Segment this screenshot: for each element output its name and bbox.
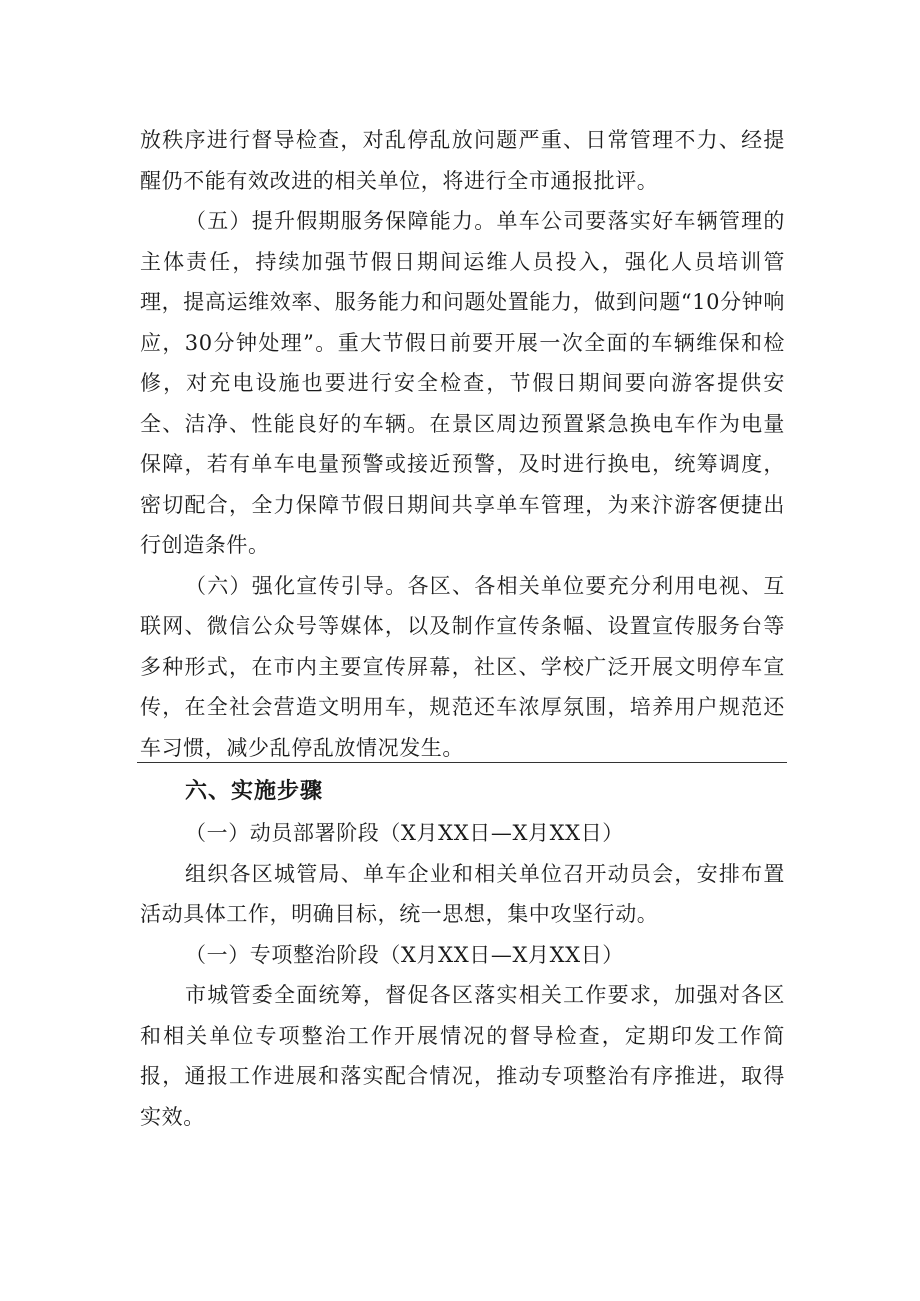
step-2-body: 市城管委全面统筹，督促各区落实相关工作要求，加强对各区和相关单位专项整治工作开展情况的督导检查，定期印发工作简报，通报工作进展和落实配合情况，推动专项整治有序推进，取得实效。: [140, 983, 785, 1129]
paragraph-item-6: （六）强化宣传引导。各区、各相关单位要充分利用电视、互联网、微信公众号等媒体，以及制作宣传条幅、设置宣传服务台等多种形式，在市内主要宣传屏幕，社区、学校广泛开展文明停车宣传，在全社会营造文明用车，规范还车浓厚氛围，培养用户规范还车习惯，减少乱停乱放情况发生。: [140, 573, 785, 760]
section-heading: 六、实施步骤: [185, 779, 324, 804]
step-2-title: （一）专项整治阶段（X月XX日—X月XX日）: [185, 942, 624, 967]
paragraph-continuation: 放秩序进行督导检查，对乱停乱放问题严重、日常管理不力、经提醒仍不能有效改进的相关单位，将进行全市通报批评。: [140, 128, 785, 193]
horizontal-rule: [137, 762, 787, 763]
body-text-steps: [140, 813, 785, 1137]
step-1-title: （一）动员部署阶段（X月XX日—X月XX日）: [185, 821, 624, 845]
step-1-body: 组织各区城管局、单车企业和相关单位召开动员会，安排布置活动具体工作，明确目标，统一思想，集中攻坚行动。: [140, 861, 785, 926]
body-text-top: [140, 120, 785, 768]
paragraph-item-5: （五）提升假期服务保障能力。单车公司要落实好车辆管理的主体责任，持续加强节假日期间运维人员投入，强化人员培训管理，提高运维效率、服务能力和问题处置能力，做到问题“10分钟响应，30分钟处理”。重大节假日前要开展一次全面的车辆维保和检修，对充电设施也要进行安全检查，节假日期间要向游客提供安全、洁净、性能良好的车辆。在景区周边预置紧急换电车作为电量保障，若有单车电量预警或接近预警，及时进行换电，统筹调度，密切配合，全力保障节假日期间共享单车管理，为来汴游客便捷出行创造条件。: [140, 209, 785, 557]
